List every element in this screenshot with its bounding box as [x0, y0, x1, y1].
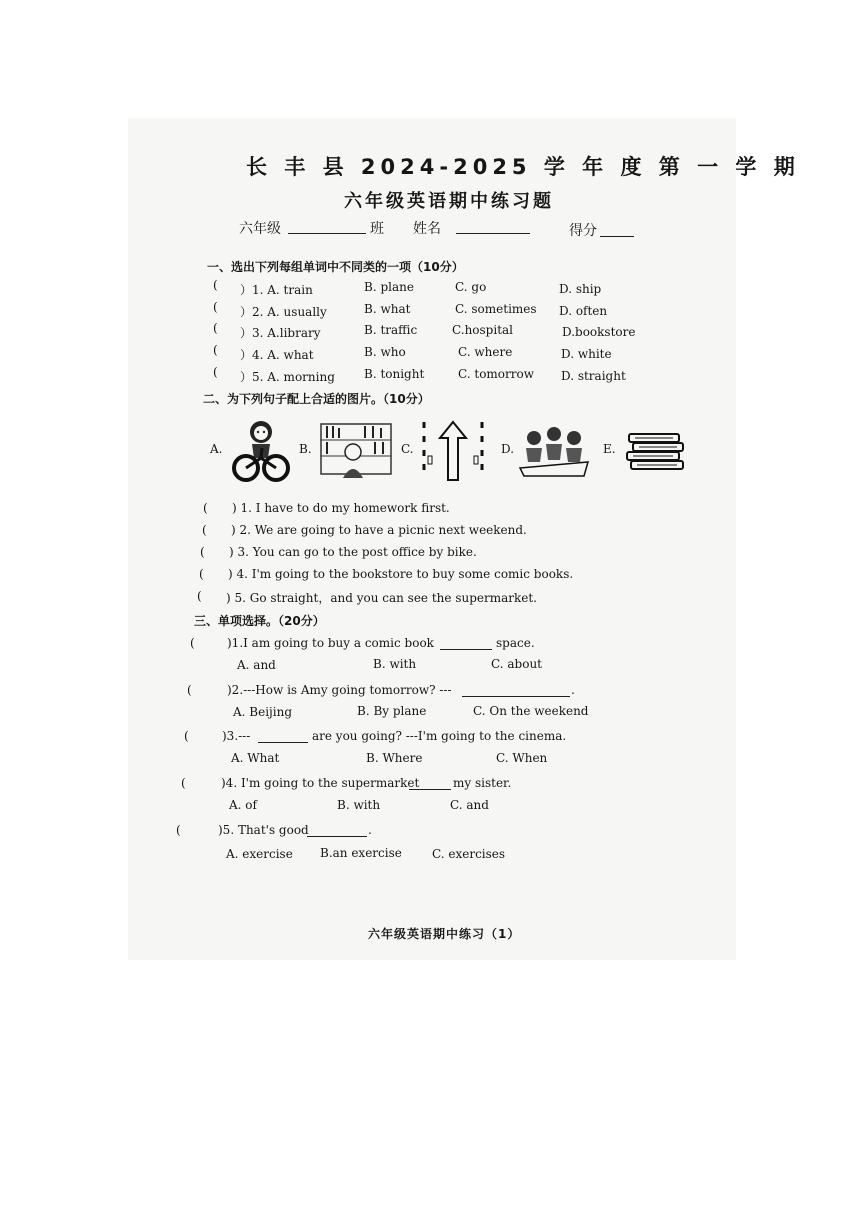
section3-title: 三、单项选择。（20分） — [194, 614, 325, 628]
exam-title: 长 丰 县 2024-2025 学 年 度 第 一 学 期 — [246, 155, 800, 179]
section2-title: 二、为下列句子配上合适的图片。（10分） — [203, 392, 430, 406]
class-label: 班 — [370, 221, 384, 237]
answer-blank[interactable] — [409, 789, 451, 790]
answer-blank[interactable] — [258, 742, 308, 743]
score-blank[interactable] — [600, 236, 634, 237]
page-footer: 六年级英语期中练习（1） — [368, 927, 521, 941]
child-at-bookshelf-icon — [315, 420, 395, 480]
section1-title: 一、选出下列每组单词中不同类的一项（10分） — [207, 260, 464, 274]
straight-arrow-road-icon — [420, 418, 494, 484]
picture-label: C. — [401, 442, 414, 456]
boy-on-bike-icon — [232, 418, 290, 484]
stack-of-books-icon — [625, 432, 687, 476]
name-blank[interactable] — [456, 233, 530, 234]
picture-label: E. — [603, 442, 616, 456]
name-label: 姓名 — [413, 221, 441, 237]
picture-label: A. — [210, 442, 223, 456]
answer-blank[interactable] — [307, 836, 367, 837]
family-picnic-icon — [518, 422, 590, 478]
answer-blank[interactable] — [462, 696, 570, 697]
exam-subtitle: 六年级英语期中练习题 — [344, 191, 554, 212]
answer-blank[interactable] — [440, 649, 492, 650]
picture-label: B. — [299, 442, 312, 456]
picture-label: D. — [501, 442, 515, 456]
class-blank[interactable] — [288, 233, 366, 234]
score-label: 得分 — [569, 223, 597, 239]
grade-label: 六年级 — [239, 221, 281, 237]
